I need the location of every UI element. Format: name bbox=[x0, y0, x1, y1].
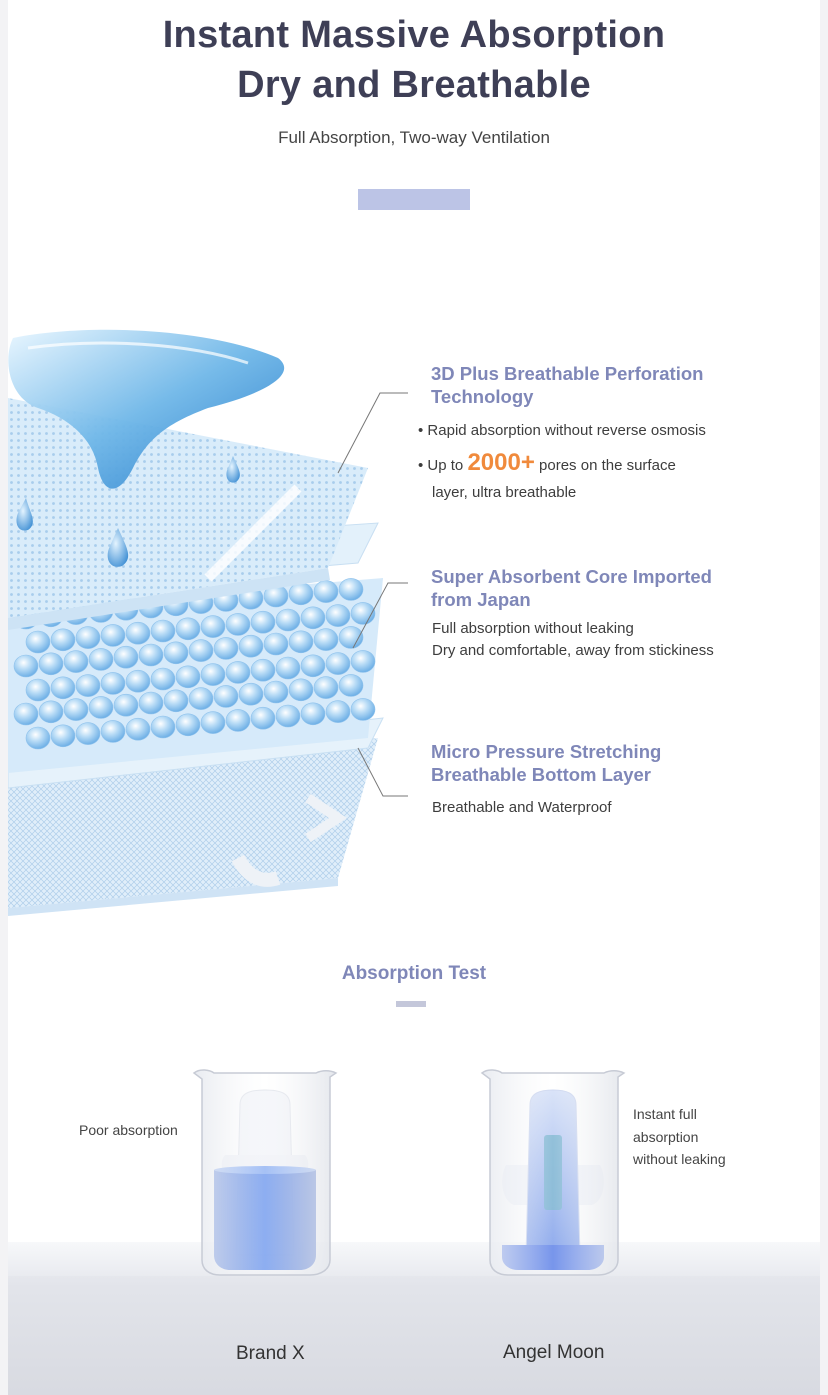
absorption-test-title: Absorption Test bbox=[341, 963, 487, 984]
absorbent-bead bbox=[151, 620, 175, 642]
absorbent-bead bbox=[151, 716, 175, 738]
absorbent-bead bbox=[264, 681, 288, 703]
right-edge bbox=[820, 0, 828, 1395]
title-underline-bar bbox=[358, 189, 470, 210]
absorbent-bead bbox=[189, 688, 213, 710]
absorbent-bead bbox=[314, 629, 338, 651]
brand-x-label: Brand X bbox=[236, 1343, 305, 1364]
feature1-heading-line1: 3D Plus Breathable Perforation bbox=[431, 363, 704, 384]
absorbent-bead bbox=[314, 581, 338, 603]
absorbent-bead bbox=[289, 679, 313, 701]
absorbent-bead bbox=[139, 644, 163, 666]
feature1-heading-line2: Technology bbox=[431, 386, 534, 407]
left-edge bbox=[0, 0, 8, 1395]
absorbent-bead bbox=[64, 651, 88, 673]
feature3-heading-line1: Micro Pressure Stretching bbox=[431, 741, 662, 762]
poor-absorption-label: Poor absorption bbox=[79, 1122, 178, 1138]
absorbent-bead bbox=[214, 637, 238, 659]
page-title-line2: Dry and Breathable bbox=[237, 64, 591, 106]
feature1-bullet2: • Up to 2000+ pores on the surface bbox=[418, 449, 676, 476]
absorbent-bead bbox=[126, 718, 150, 740]
absorbent-bead bbox=[226, 661, 250, 683]
absorbent-bead bbox=[276, 657, 300, 679]
absorbent-bead bbox=[114, 694, 138, 716]
absorbent-bead bbox=[14, 703, 38, 725]
absorbent-bead bbox=[301, 703, 325, 725]
absorbent-bead bbox=[289, 583, 313, 605]
instant-absorption-label-line1: Instant full bbox=[633, 1106, 697, 1122]
absorbent-bead bbox=[39, 701, 63, 723]
absorbent-bead bbox=[26, 727, 50, 749]
absorbent-bead bbox=[226, 613, 250, 635]
absorbent-bead bbox=[339, 578, 363, 600]
absorbent-bead bbox=[126, 670, 150, 692]
absorbent-bead bbox=[101, 720, 125, 742]
absorbent-bead bbox=[76, 675, 100, 697]
absorbent-bead bbox=[314, 677, 338, 699]
feature1-bullet1-text: Rapid absorption without reverse osmosis bbox=[427, 422, 706, 439]
feature2-heading-line2: from Japan bbox=[431, 589, 531, 610]
absorbent-bead bbox=[251, 659, 275, 681]
absorbent-bead bbox=[339, 674, 363, 696]
page-subtitle: Full Absorption, Two-way Ventilation bbox=[278, 128, 550, 147]
feature1-pores-highlight: 2000+ bbox=[467, 449, 535, 476]
absorbent-bead bbox=[101, 672, 125, 694]
beaker-brand-x bbox=[190, 1065, 340, 1280]
absorbent-bead bbox=[139, 692, 163, 714]
absorbent-bead bbox=[114, 646, 138, 668]
absorbent-bead bbox=[226, 709, 250, 731]
absorbent-bead bbox=[64, 699, 88, 721]
absorbent-bead bbox=[251, 611, 275, 633]
absorbent-bead bbox=[264, 633, 288, 655]
instant-absorption-label-line3: without leaking bbox=[633, 1151, 726, 1167]
absorbent-bead bbox=[276, 705, 300, 727]
absorbent-bead bbox=[164, 642, 188, 664]
page-title-line1: Instant Massive Absorption bbox=[162, 14, 666, 56]
absorbent-bead bbox=[239, 635, 263, 657]
angel-moon-label: Angel Moon bbox=[503, 1342, 605, 1363]
absorbent-bead bbox=[189, 640, 213, 662]
feature3-heading-line2: Breathable Bottom Layer bbox=[431, 764, 651, 785]
beaker-angel-moon bbox=[478, 1065, 628, 1280]
absorbent-bead bbox=[26, 679, 50, 701]
display-shelf-top bbox=[8, 1242, 820, 1276]
absorbent-bead bbox=[214, 685, 238, 707]
absorbent-bead bbox=[251, 707, 275, 729]
feature2-line1: Full absorption without leaking bbox=[432, 620, 634, 637]
absorbent-bead bbox=[151, 668, 175, 690]
absorbent-bead bbox=[339, 626, 363, 648]
absorbent-bead bbox=[51, 677, 75, 699]
absorbent-bead bbox=[89, 696, 113, 718]
absorbent-bead bbox=[351, 650, 375, 672]
absorbent-bead bbox=[351, 698, 375, 720]
absorbent-bead bbox=[176, 714, 200, 736]
absorbent-bead bbox=[101, 624, 125, 646]
feature1-bullet2-prefix: Up to bbox=[427, 457, 464, 474]
absorbent-bead bbox=[301, 607, 325, 629]
absorbent-bead bbox=[14, 655, 38, 677]
absorbent-bead bbox=[51, 629, 75, 651]
feature1-bullet2-line2: layer, ultra breathable bbox=[432, 484, 577, 501]
instant-absorption-label-line2: absorption bbox=[633, 1129, 699, 1145]
absorbent-bead bbox=[201, 616, 225, 638]
absorbent-bead bbox=[176, 618, 200, 640]
absorbent-bead bbox=[76, 723, 100, 745]
absorbent-bead bbox=[326, 653, 350, 675]
absorbent-bead bbox=[26, 631, 50, 653]
absorbent-bead bbox=[164, 690, 188, 712]
absorbent-bead bbox=[51, 725, 75, 747]
feature2-line2: Dry and comfortable, away from stickiness bbox=[432, 642, 714, 659]
absorbent-bead bbox=[89, 648, 113, 670]
pad-layers-illustration bbox=[8, 318, 408, 918]
absorbent-bead bbox=[39, 653, 63, 675]
absorbent-bead bbox=[301, 655, 325, 677]
absorbent-bead bbox=[276, 609, 300, 631]
feature2-heading-line1: Super Absorbent Core Imported bbox=[431, 566, 712, 587]
absorbent-bead bbox=[201, 664, 225, 686]
feature1-bullet2-suffix: pores on the surface bbox=[539, 457, 676, 474]
absorbent-bead bbox=[289, 631, 313, 653]
absorbent-bead bbox=[176, 666, 200, 688]
absorbent-bead bbox=[126, 622, 150, 644]
absorbent-bead bbox=[326, 701, 350, 723]
absorbent-bead bbox=[239, 683, 263, 705]
absorbent-bead bbox=[326, 605, 350, 627]
absorption-test-underline bbox=[396, 1001, 426, 1007]
absorbent-bead bbox=[201, 712, 225, 734]
absorbent-bead bbox=[76, 627, 100, 649]
feature3-line1: Breathable and Waterproof bbox=[432, 799, 612, 816]
feature1-bullet1: • Rapid absorption without reverse osmosis bbox=[418, 422, 706, 439]
